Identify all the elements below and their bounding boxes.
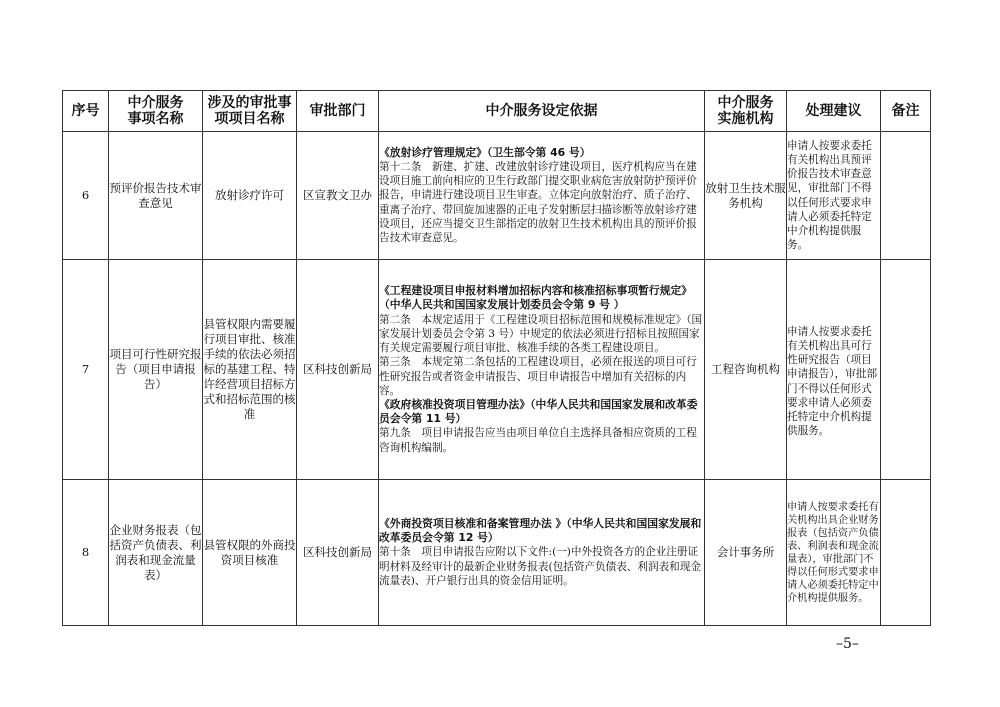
table-row: [63, 260, 931, 480]
row6-dept: 区宣教文卫办: [297, 132, 379, 260]
table-row: [63, 480, 931, 626]
header-org: [705, 91, 787, 132]
row7-seq: 7: [63, 260, 109, 480]
header-dept: 审批部门: [297, 91, 379, 132]
header-approval-item-text: 涉及的审批事 项项目名称: [207, 95, 292, 127]
row7-dept: 区科技创新局: [297, 260, 379, 480]
row7-org: 工程咨询机构: [705, 260, 787, 480]
row8-seq: 8: [63, 480, 109, 626]
page-number: –5–: [836, 636, 859, 652]
row6-basis-text: 第十二条 新建、扩建、改建放射诊疗建设项目，医疗机构应当在建设项目施工前向相应的卫生行政部门提交职业病危害放射防护预评价报告，申请进行建设项目卫生审查。立体定向放射治疗、质子治疗、重离子治疗、带回旋加速器的正电子发射断层扫描诊断等放射诊疗建设项目，还应当提交卫生部指定的放射卫生技术机构出具的预评价报告技术审查意见。: [379, 160, 697, 244]
header-row: [63, 91, 931, 132]
row8-note: [881, 480, 931, 626]
row7-basis-title2: 《政府核准投资项目管理办法》（中华人民共和国国家发展和改革委员会令第 11 号）: [379, 397, 698, 426]
service-table: [62, 90, 931, 626]
row8-basis-text: 第十条 项目申请报告应附以下文件:(一)中外投资各方的企业注册证明材料及经审计的最新企业财务报表(包括资产负债表、利润表和现金流量表)、开户银行出具的资金信用证明。: [379, 546, 701, 587]
header-item-text: 中介服务 事项名称: [127, 95, 184, 127]
row6-item: 预评价报告技术审查意见: [109, 132, 203, 260]
row8-advice: 申请人按要求委托有关机构出具企业财务报表（包括资产负债表、利润表和现金流量表），审批部门不得以任何形式要求申请人必须委托特定中介机构提供服务。: [787, 480, 881, 626]
header-advice: 处理建议: [787, 91, 881, 132]
row8-dept: 区科技创新局: [297, 480, 379, 626]
header-item: [109, 91, 203, 132]
header-org-text: 中介服务 实施机构: [717, 95, 774, 127]
row8-basis: [379, 480, 705, 626]
row6-seq: 6: [63, 132, 109, 260]
header-basis: 中介服务设定依据: [379, 91, 705, 132]
row6-org: 放射卫生技术服务机构: [705, 132, 787, 260]
row7-basis-text3: 第九条 项目申请报告应当由项目单位自主选择具备相应资质的工程咨询机构编制。: [379, 427, 697, 454]
row7-note: [881, 260, 931, 480]
row8-approval-item: 县管权限的外商投资项目核准: [203, 480, 297, 626]
row6-note: [881, 132, 931, 260]
row8-org: 会计事务所: [705, 480, 787, 626]
header-note: 备注: [881, 91, 931, 132]
table-row: [63, 132, 931, 260]
row7-basis-text2: 第三条 本规定第二条包括的工程建设项目，必须在报送的项目可行性研究报告或者资金申请报告、项目申请报告中增加有关招标的内容。: [379, 356, 697, 397]
row7-basis-title1: 《工程建设项目申报材料增加招标内容和核准招标事项暂行规定》（中华人民共和国国家发展计划委员会令第 9 号 ）: [379, 284, 693, 312]
row6-basis-title: 《放射诊疗管理规定》（卫生部令第 46 号）: [379, 145, 591, 159]
row6-advice: 申请人按要求委托有关机构出具预评价报告技术审查意见，审批部门不得以任何形式要求申请人必须委托特定中介机构提供服务。: [787, 132, 881, 260]
row7-basis: [379, 260, 705, 480]
header-approval-item: [203, 91, 297, 132]
row8-basis-title: 《外商投资项目核准和备案管理办法 》（中华人民共和国国家发展和改革委员会令第 12 号）: [379, 516, 702, 545]
row7-approval-item: 县管权限内需要履行项目审批、核准手续的依法必须招标的基建工程、特许经营项目招标方式和招标范围的核准: [203, 260, 297, 480]
row8-item: 企业财务报表（包括资产负债表、利润表和现金流量表）: [109, 480, 203, 626]
row7-basis-text1: 第二条 本规定适用于《工程建设项目招标范围和规模标准规定》（国家发展计划委员会令第 3 号）中规定的依法必须进行招标且按照国家有关规定需要履行项目审批、核准手续的各类工程建设项目。: [379, 313, 703, 355]
header-seq: 序号: [63, 91, 109, 132]
row6-basis: [379, 132, 705, 260]
row7-item: 项目可行性研究报告（项目申请报告）: [109, 260, 203, 480]
row7-advice: 申请人按要求委托有关机构出具可行性研究报告（项目申请报告），审批部门不得以任何形式要求申请人必须委托特定中介机构提供服务。: [787, 260, 881, 480]
row6-approval-item: 放射诊疗许可: [203, 132, 297, 260]
